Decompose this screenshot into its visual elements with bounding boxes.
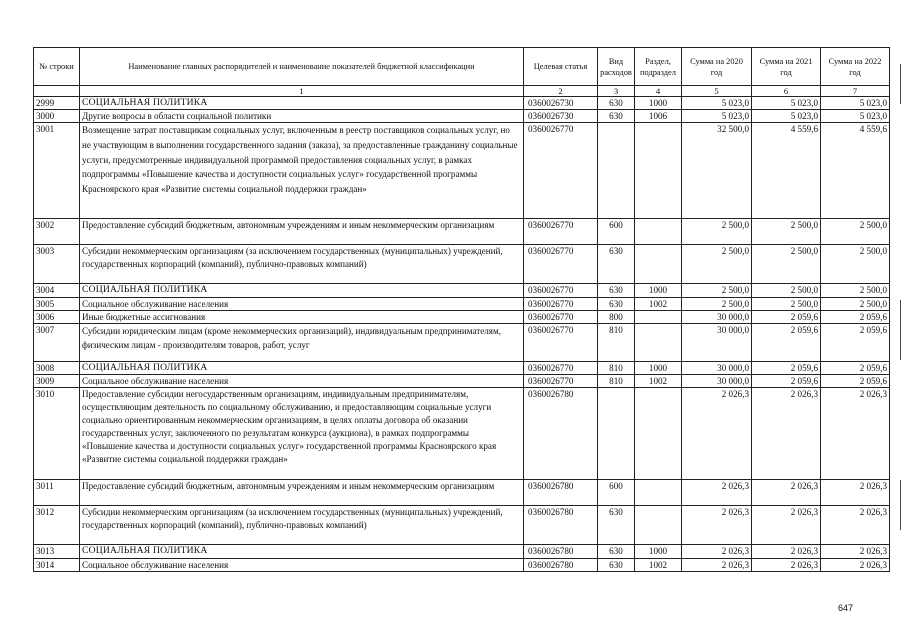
row-section: 1002 [635, 297, 682, 310]
page-edge-line [900, 480, 901, 530]
table-row [34, 110, 890, 123]
row-sum-2020: 2 500,0 [682, 219, 752, 245]
row-number: 2999 [34, 97, 80, 110]
row-sum-2020: 30 000,0 [682, 324, 752, 362]
row-section [635, 123, 682, 219]
row-sum-2020: 5 023,0 [682, 97, 752, 110]
row-number: 3008 [34, 362, 80, 375]
row-name: Возмещение затрат поставщикам социальных услуг, включенным в реестр поставщиков социальных услуг, но не участвующим в выполнении государственного задания (заказа), за предоставленные гражданину социальные услуги, предусмотренные индивидуальной программой предоставления социальных услуг, в рамках подпрограммы «Повышение качества и доступности социальных услуг» государственной программы Красноярского края «Развитие системы социальной поддержки граждан» [80, 123, 524, 219]
table-body [34, 97, 890, 572]
row-sum-2020: 2 500,0 [682, 245, 752, 284]
header-name: Наименование главных распорядителей и наименование показателей бюджетной классификации [80, 48, 524, 86]
row-name: Субсидии некоммерческим организациям (за исключением государственных (муниципальных) учреждений, государственных корпораций (компаний), публично-правовых компаний) [80, 506, 524, 545]
table-row [34, 362, 890, 375]
row-name: Иные бюджетные ассигнования [80, 310, 524, 323]
row-name: Предоставление субсидии негосударственным организациям, индивидуальным предпринимателям, осуществляющим деятельность по социальному обслуживанию, и предоставляющим социальные услуги социально ориентированным некоммерческим организациям, в целях оплаты договора об оказании государственных услуг, заключенного по результатам конкурса (аукциона), в рамках подпрограммы «Повышение качества и доступности социальных услуг» государственной программы Красноярского края «Развитие системы социальной поддержки граждан» [80, 388, 524, 480]
row-sum-2022: 2 026,3 [821, 506, 890, 545]
row-sum-2022: 2 500,0 [821, 297, 890, 310]
row-section [635, 219, 682, 245]
row-target: 0360026770 [524, 324, 598, 362]
row-number: 3004 [34, 284, 80, 297]
row-sum-2021: 2 026,3 [752, 480, 821, 506]
row-number: 3006 [34, 310, 80, 323]
index-cell: 1 [80, 86, 524, 97]
row-exp-type [598, 388, 635, 480]
row-sum-2022: 2 059,6 [821, 362, 890, 375]
row-sum-2020: 5 023,0 [682, 110, 752, 123]
table-row [34, 219, 890, 245]
table-row [34, 284, 890, 297]
index-cell: 7 [821, 86, 890, 97]
budget-table [33, 47, 890, 572]
row-section: 1000 [635, 284, 682, 297]
row-sum-2021: 5 023,0 [752, 110, 821, 123]
header-row-no: № строки [34, 48, 80, 86]
row-sum-2022: 2 026,3 [821, 545, 890, 558]
row-sum-2020: 2 026,3 [682, 545, 752, 558]
page-edge-line [900, 64, 901, 104]
row-target: 0360026770 [524, 245, 598, 284]
row-name: Предоставление субсидий бюджетным, автономным учреждениям и иным некоммерческим организациям [80, 480, 524, 506]
row-exp-type: 630 [598, 506, 635, 545]
row-sum-2021: 2 026,3 [752, 388, 821, 480]
row-sum-2022: 2 500,0 [821, 284, 890, 297]
row-name: СОЦИАЛЬНАЯ ПОЛИТИКА [80, 97, 524, 110]
index-row [34, 86, 890, 97]
row-section: 1000 [635, 362, 682, 375]
table-row [34, 506, 890, 545]
row-sum-2020: 2 500,0 [682, 297, 752, 310]
row-sum-2022: 2 026,3 [821, 480, 890, 506]
row-name: СОЦИАЛЬНАЯ ПОЛИТИКА [80, 284, 524, 297]
row-exp-type: 800 [598, 310, 635, 323]
row-name: Социальное обслуживание населения [80, 375, 524, 388]
table-row [34, 480, 890, 506]
row-sum-2021: 2 059,6 [752, 375, 821, 388]
row-number: 3011 [34, 480, 80, 506]
header-section: Раздел, подраздел [635, 48, 682, 86]
row-exp-type: 600 [598, 480, 635, 506]
row-sum-2021: 2 500,0 [752, 219, 821, 245]
table-row [34, 545, 890, 558]
table-row [34, 388, 890, 480]
row-sum-2020: 30 000,0 [682, 362, 752, 375]
row-sum-2020: 2 500,0 [682, 284, 752, 297]
row-sum-2021: 2 059,6 [752, 324, 821, 362]
header-sum-2020: Сумма на 2020 год [682, 48, 752, 86]
row-number: 3000 [34, 110, 80, 123]
row-section: 1002 [635, 375, 682, 388]
row-exp-type: 630 [598, 245, 635, 284]
row-sum-2022: 2 026,3 [821, 388, 890, 480]
row-section [635, 324, 682, 362]
row-sum-2022: 2 026,3 [821, 558, 890, 571]
index-cell [34, 86, 80, 97]
row-sum-2022: 2 059,6 [821, 375, 890, 388]
row-sum-2021: 5 023,0 [752, 97, 821, 110]
row-sum-2021: 2 500,0 [752, 245, 821, 284]
row-number: 3007 [34, 324, 80, 362]
row-sum-2020: 30 000,0 [682, 375, 752, 388]
row-name: Социальное обслуживание населения [80, 297, 524, 310]
table-row [34, 245, 890, 284]
header-sum-2022: Сумма на 2022 год [821, 48, 890, 86]
row-target: 0360026770 [524, 375, 598, 388]
page-number: 647 [838, 603, 854, 613]
row-number: 3014 [34, 558, 80, 571]
row-exp-type: 630 [598, 558, 635, 571]
row-sum-2022: 5 023,0 [821, 97, 890, 110]
row-target: 0360026770 [524, 123, 598, 219]
row-sum-2021: 2 026,3 [752, 558, 821, 571]
row-target: 0360026730 [524, 97, 598, 110]
row-exp-type: 630 [598, 297, 635, 310]
header-target: Целевая статья [524, 48, 598, 86]
header-row [34, 48, 890, 86]
table-row [34, 123, 890, 219]
row-exp-type: 630 [598, 545, 635, 558]
row-number: 3003 [34, 245, 80, 284]
row-sum-2021: 2 026,3 [752, 545, 821, 558]
page-edge-line [900, 300, 901, 360]
row-sum-2021: 2 026,3 [752, 506, 821, 545]
row-section [635, 245, 682, 284]
row-exp-type: 600 [598, 219, 635, 245]
row-number: 3005 [34, 297, 80, 310]
row-sum-2022: 2 500,0 [821, 219, 890, 245]
row-sum-2022: 2 500,0 [821, 245, 890, 284]
row-exp-type: 810 [598, 362, 635, 375]
row-exp-type: 630 [598, 97, 635, 110]
row-sum-2022: 2 059,6 [821, 310, 890, 323]
row-number: 3010 [34, 388, 80, 480]
row-name: Субсидии юридическим лицам (кроме некоммерческих организаций), индивидуальным предпринимателям, физическим лицам - производителям товаров, работ, услуг [80, 324, 524, 362]
row-target: 0360026770 [524, 362, 598, 375]
index-cell: 5 [682, 86, 752, 97]
table-row [34, 310, 890, 323]
row-name: Другие вопросы в области социальной политики [80, 110, 524, 123]
row-target: 0360026770 [524, 297, 598, 310]
row-name: СОЦИАЛЬНАЯ ПОЛИТИКА [80, 545, 524, 558]
row-exp-type: 810 [598, 324, 635, 362]
index-cell: 6 [752, 86, 821, 97]
row-sum-2021: 2 059,6 [752, 310, 821, 323]
row-target: 0360026730 [524, 110, 598, 123]
row-name: Социальное обслуживание населения [80, 558, 524, 571]
row-section [635, 310, 682, 323]
row-number: 3009 [34, 375, 80, 388]
row-sum-2022: 2 059,6 [821, 324, 890, 362]
row-exp-type: 630 [598, 110, 635, 123]
row-target: 0360026770 [524, 284, 598, 297]
row-sum-2020: 30 000,0 [682, 310, 752, 323]
row-exp-type: 810 [598, 375, 635, 388]
row-number: 3002 [34, 219, 80, 245]
row-section: 1000 [635, 97, 682, 110]
table-row [34, 375, 890, 388]
row-target: 0360026770 [524, 310, 598, 323]
table-row [34, 97, 890, 110]
row-target: 0360026770 [524, 219, 598, 245]
row-number: 3012 [34, 506, 80, 545]
row-section [635, 506, 682, 545]
table-row [34, 297, 890, 310]
row-exp-type [598, 123, 635, 219]
row-section: 1002 [635, 558, 682, 571]
row-sum-2020: 2 026,3 [682, 506, 752, 545]
row-sum-2022: 4 559,6 [821, 123, 890, 219]
row-number: 3001 [34, 123, 80, 219]
row-sum-2021: 4 559,6 [752, 123, 821, 219]
row-section [635, 388, 682, 480]
row-sum-2021: 2 059,6 [752, 362, 821, 375]
row-sum-2020: 2 026,3 [682, 480, 752, 506]
row-number: 3013 [34, 545, 80, 558]
row-sum-2021: 2 500,0 [752, 297, 821, 310]
row-sum-2022: 5 023,0 [821, 110, 890, 123]
table-row [34, 558, 890, 571]
header-exp-type: Вид расходов [598, 48, 635, 86]
row-sum-2020: 32 500,0 [682, 123, 752, 219]
row-name: СОЦИАЛЬНАЯ ПОЛИТИКА [80, 362, 524, 375]
row-sum-2021: 2 500,0 [752, 284, 821, 297]
row-sum-2020: 2 026,3 [682, 388, 752, 480]
row-target: 0360026780 [524, 558, 598, 571]
row-target: 0360026780 [524, 545, 598, 558]
row-section: 1000 [635, 545, 682, 558]
index-cell: 4 [635, 86, 682, 97]
header-sum-2021: Сумма на 2021 год [752, 48, 821, 86]
row-name: Субсидии некоммерческим организациям (за исключением государственных (муниципальных) учреждений, государственных корпораций (компаний), публично-правовых компаний) [80, 245, 524, 284]
row-target: 0360026780 [524, 388, 598, 480]
row-sum-2020: 2 026,3 [682, 558, 752, 571]
row-section: 1006 [635, 110, 682, 123]
index-cell: 3 [598, 86, 635, 97]
row-exp-type: 630 [598, 284, 635, 297]
table-row [34, 324, 890, 362]
row-target: 0360026780 [524, 480, 598, 506]
row-section [635, 480, 682, 506]
row-target: 0360026780 [524, 506, 598, 545]
index-cell: 2 [524, 86, 598, 97]
row-name: Предоставление субсидий бюджетным, автономным учреждениям и иным некоммерческим организациям [80, 219, 524, 245]
